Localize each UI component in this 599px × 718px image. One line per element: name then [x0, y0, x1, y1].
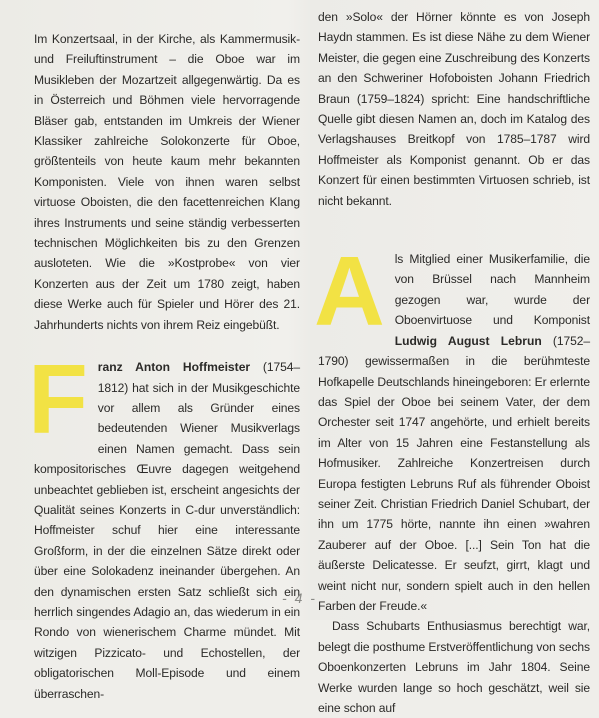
lebrun-paragraph [314, 236, 590, 616]
hoffmeister-paragraph [28, 344, 300, 704]
lebrun-text-b: (1752–1790) gewissermaßen in die berühmteste Hofkapelle Deutschlands hineingeboren: Er erlernte das Spiel der Oboe bei seinem Vater, der dem Orchester seit 1747 angehörte, und erhielt bereits im Alter von 15 Jahren eine Festanstellung als Hofmusiker. Zahlreiche Konzertreisen durch Europa festigten Lebruns Ruf als führender Oboist seiner Zeit. Christian Friedrich Daniel Schubart, der ihn um 1775 hörte, nannte ihn einen »wahren Zauberer auf der Oboe. [...] Sein Ton hat die äußerste Delicatesse. Er seufzt, girrt, klagt und weint nicht nur, sondern spielt auch in den hellen Farben der Freude.« [318, 333, 590, 613]
intro-paragraph: Im Konzertsaal, in der Kirche, als Kammermusik- und Freiluftinstrument – die Oboe war im Musikleben der Mozartzeit allgegenwärtig. Da es in Österreich und Böhmen viele hervorragende Bläser gab, entstanden im Umkreis der Wiener Klassiker zahlreiche Solokonzerte für Oboe, größtenteils von heute kaum mehr bekannten Komponisten. Viele von ihnen waren selbst virtuose Oboisten, die den facettenreichen Klang ihres Instruments und seine ständig verbesserten technischen Möglichkeiten bis zu den Grenzen ausloteten. Wie die »Kostprobe« von vier Konzerten aus der Zeit um 1780 zeigt, haben diese Werke auch für Spieler und Hörer des 21. Jahrhunderts nichts von ihrem Reiz eingebüßt. [34, 32, 300, 332]
page-number: - 4 - [282, 590, 317, 606]
dropcap-f: F [28, 344, 88, 455]
hoffmeister-text: (1754–1812) hat sich in der Musikgeschichte vor allem als Gründer eines bedeutenden Wiener Musikverlags einen Namen gemacht. Dass sein kompositorisches Œuvre dagegen weitgehend unbeachtet geblieben ist, erscheint angesichts der Qualität seines Konzerts in C-dur unverständlich: Hoffmeister schuf hier eine interessante Großform, in der die einzelnen Sätze direkt oder über eine Solokadenz ineinander übergehen. An den dynamischen ersten Satz schließt sich ein herrlich singendes Adagio an, das wiederum in ein Rondo von wienerischem Charme mündet. Mit witzigen Pizzicato- und Echostellen, der obligatorischen Moll-Episode und einem überraschen- [34, 360, 300, 701]
lebrun-text-a: ls Mitglied einer Musikerfamilie, die von Brüssel nach Mannheim gezogen war, wurde der Oboenvirtuose und Komponist [394, 252, 590, 328]
schubart-paragraph: Dass Schubarts Enthusiasmus berechtigt war, belegt die posthume Erstveröffentlichung von sechs Oboenkonzerten Lebruns im Jahr 1804. Seine Werke wurden lange so hoch geschätzt, weil sie eine schon auf [318, 619, 590, 715]
right-column [314, 7, 590, 718]
dropcap-a: A [314, 236, 385, 347]
composer-name-lebrun: Ludwig August Lebrun [394, 333, 542, 348]
composer-name-hoffmeister: ranz Anton Hoffmeister [97, 360, 251, 375]
braun-paragraph: den »Solo« der Hörner könnte es von Joseph Haydn stammen. Es ist diese Nähe zu dem Wiener Meister, die gegen eine Zuschreibung des Konzerts an den Schweriner Hofoboisten Johann Friedrich Braun (1759–1824) spricht: Eine handschriftliche Quelle gibt diesen Namen an, doch im Katalog des Verlagshauses Breitkopf von 1785–1787 wird Hoffmeister als Komponist genannt. Ob er das Konzert für einen bestimmten Virtuosen schrieb, ist nicht bekannt. [318, 10, 590, 208]
